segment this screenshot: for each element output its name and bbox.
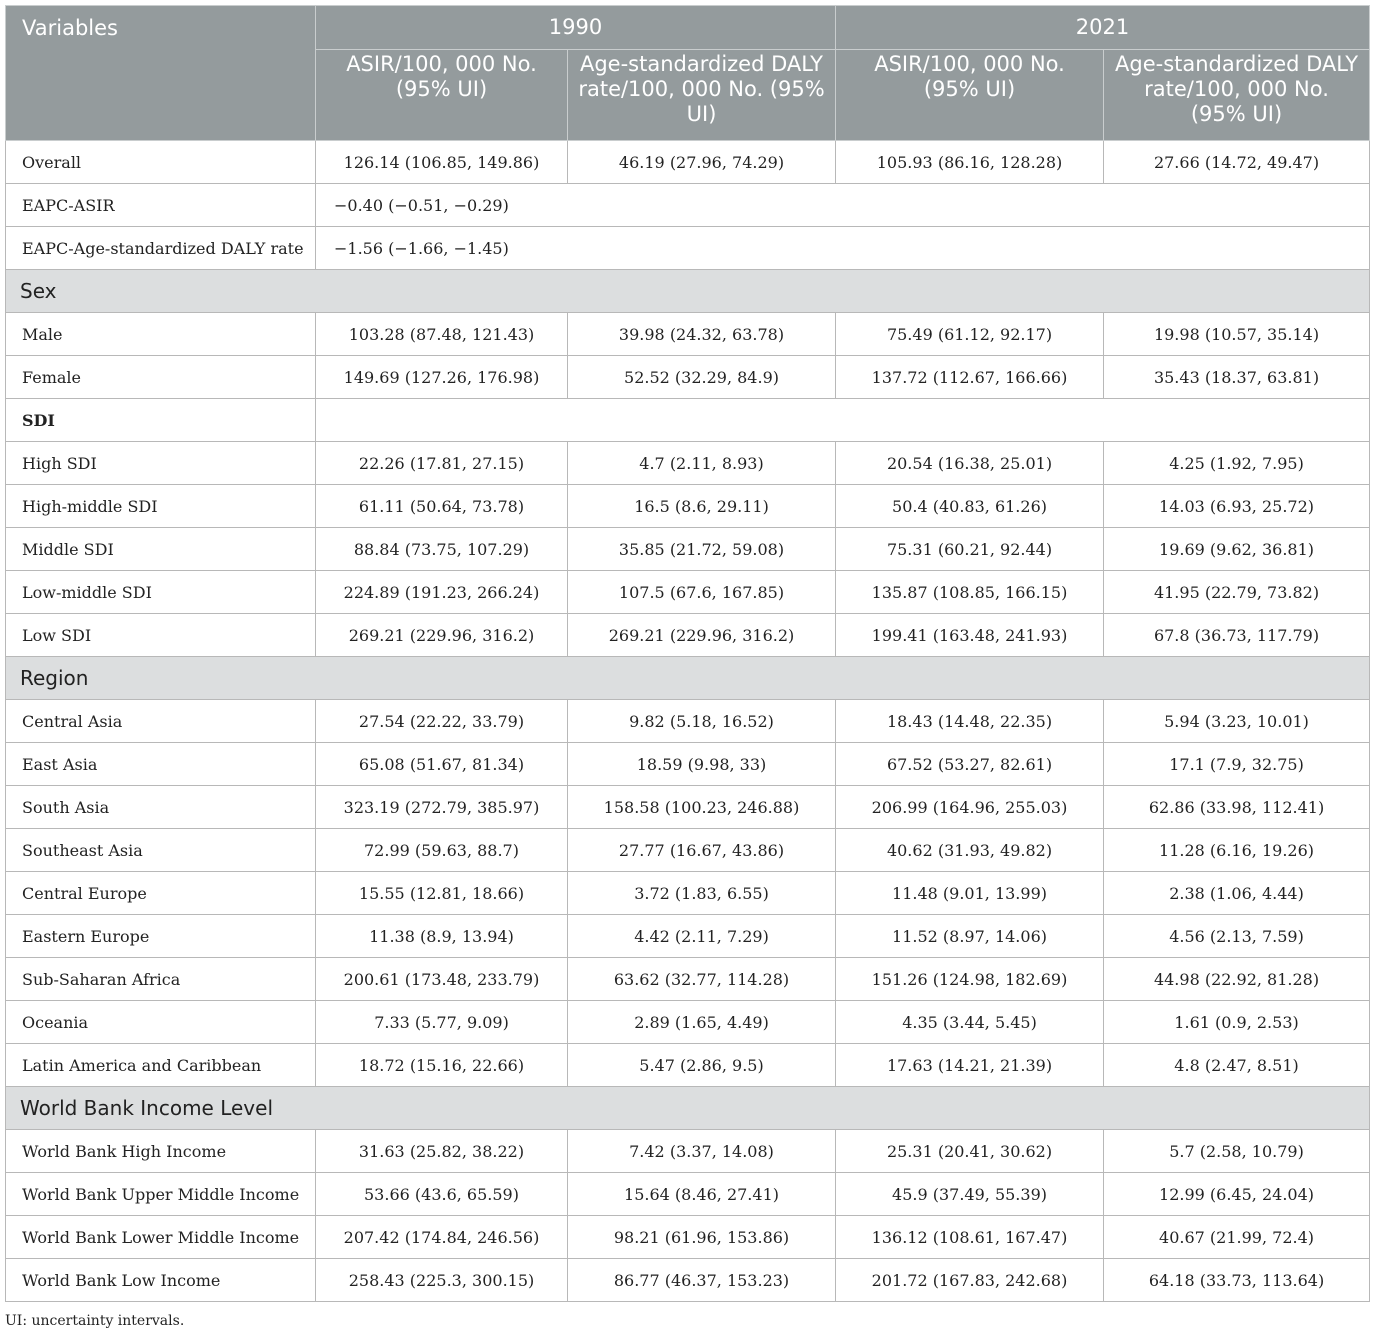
asir-1990-header: ASIR/100, 000 No. (95% UI) xyxy=(316,50,568,141)
table-cell: 19.69 (9.62, 36.81) xyxy=(1104,528,1370,571)
table-cell: 62.86 (33.98, 112.41) xyxy=(1104,786,1370,829)
year-2021-header: 2021 xyxy=(836,6,1370,50)
row-label: World Bank Lower Middle Income xyxy=(6,1216,316,1259)
table-cell: 63.62 (32.77, 114.28) xyxy=(568,958,836,1001)
table-cell: 11.48 (9.01, 13.99) xyxy=(836,872,1104,915)
table-cell: 14.03 (6.93, 25.72) xyxy=(1104,485,1370,528)
table-cell: 18.59 (9.98, 33) xyxy=(568,743,836,786)
row-label: EAPC-Age-standardized DALY rate xyxy=(6,227,316,270)
table-row xyxy=(6,829,1370,872)
table-cell: 137.72 (112.67, 166.66) xyxy=(836,356,1104,399)
table-cell: 64.18 (33.73, 113.64) xyxy=(1104,1259,1370,1302)
table-cell: 103.28 (87.48, 121.43) xyxy=(316,313,568,356)
table-cell: 27.66 (14.72, 49.47) xyxy=(1104,141,1370,184)
table-cell: 201.72 (167.83, 242.68) xyxy=(836,1259,1104,1302)
row-label: Latin America and Caribbean xyxy=(6,1044,316,1087)
row-label: Female xyxy=(6,356,316,399)
table-cell: 45.9 (37.49, 55.39) xyxy=(836,1173,1104,1216)
table-row xyxy=(6,571,1370,614)
table-cell: 5.7 (2.58, 10.79) xyxy=(1104,1130,1370,1173)
table-cell: 98.21 (61.96, 153.86) xyxy=(568,1216,836,1259)
row-label: Overall xyxy=(6,141,316,184)
table-cell: 75.49 (61.12, 92.17) xyxy=(836,313,1104,356)
empty-cell xyxy=(316,399,1370,442)
table-cell: 41.95 (22.79, 73.82) xyxy=(1104,571,1370,614)
table-cell: 25.31 (20.41, 30.62) xyxy=(836,1130,1104,1173)
table-cell: 39.98 (24.32, 63.78) xyxy=(568,313,836,356)
table-row xyxy=(6,1044,1370,1087)
section-header-sex xyxy=(6,270,1370,313)
table-cell: −0.40 (−0.51, −0.29) xyxy=(316,184,1370,227)
row-label: World Bank Low Income xyxy=(6,1259,316,1302)
table-cell: 224.89 (191.23, 266.24) xyxy=(316,571,568,614)
row-label: Male xyxy=(6,313,316,356)
row-label: EAPC-ASIR xyxy=(6,184,316,227)
table-row xyxy=(6,442,1370,485)
table-cell: 52.52 (32.29, 84.9) xyxy=(568,356,836,399)
table-cell: 11.52 (8.97, 14.06) xyxy=(836,915,1104,958)
table-cell: 7.33 (5.77, 9.09) xyxy=(316,1001,568,1044)
table-cell: 17.63 (14.21, 21.39) xyxy=(836,1044,1104,1087)
table-cell: 27.77 (16.67, 43.86) xyxy=(568,829,836,872)
table-cell: 258.43 (225.3, 300.15) xyxy=(316,1259,568,1302)
row-label: High-middle SDI xyxy=(6,485,316,528)
table-cell: 61.11 (50.64, 73.78) xyxy=(316,485,568,528)
table-header xyxy=(6,6,1370,141)
row-label: Eastern Europe xyxy=(6,915,316,958)
row-label: Southeast Asia xyxy=(6,829,316,872)
table-cell: 35.43 (18.37, 63.81) xyxy=(1104,356,1370,399)
table-row xyxy=(6,614,1370,657)
table-cell: 67.8 (36.73, 117.79) xyxy=(1104,614,1370,657)
table-cell: 67.52 (53.27, 82.61) xyxy=(836,743,1104,786)
table-cell: 88.84 (73.75, 107.29) xyxy=(316,528,568,571)
table-cell: 86.77 (46.37, 153.23) xyxy=(568,1259,836,1302)
table-cell: 16.5 (8.6, 29.11) xyxy=(568,485,836,528)
table-cell: 72.99 (59.63, 88.7) xyxy=(316,829,568,872)
table-cell: 53.66 (43.6, 65.59) xyxy=(316,1173,568,1216)
asir-2021-header: ASIR/100, 000 No. (95% UI) xyxy=(836,50,1104,141)
table-cell: 3.72 (1.83, 6.55) xyxy=(568,872,836,915)
table-cell: 7.42 (3.37, 14.08) xyxy=(568,1130,836,1173)
table-row xyxy=(6,958,1370,1001)
section-title: World Bank Income Level xyxy=(6,1087,1370,1130)
row-label: Oceania xyxy=(6,1001,316,1044)
table-cell: 5.47 (2.86, 9.5) xyxy=(568,1044,836,1087)
row-label: Central Asia xyxy=(6,700,316,743)
table-row xyxy=(6,915,1370,958)
table-cell: 4.25 (1.92, 7.95) xyxy=(1104,442,1370,485)
table-row xyxy=(6,1259,1370,1302)
table-cell: 50.4 (40.83, 61.26) xyxy=(836,485,1104,528)
table-cell: 207.42 (174.84, 246.56) xyxy=(316,1216,568,1259)
table-cell: 65.08 (51.67, 81.34) xyxy=(316,743,568,786)
table-row-overall xyxy=(6,141,1370,184)
table-cell: 15.64 (8.46, 27.41) xyxy=(568,1173,836,1216)
row-label: Low-middle SDI xyxy=(6,571,316,614)
footnote: UI: uncertainty intervals. xyxy=(5,1313,185,1329)
table-cell: 46.19 (27.96, 74.29) xyxy=(568,141,836,184)
table-cell: 200.61 (173.48, 233.79) xyxy=(316,958,568,1001)
table-cell: 199.41 (163.48, 241.93) xyxy=(836,614,1104,657)
daly-2021-header: Age-standardized DALY rate/100, 000 No. (95% UI) xyxy=(1104,50,1370,141)
table-row-eapc-daly xyxy=(6,227,1370,270)
table-cell: 135.87 (108.85, 166.15) xyxy=(836,571,1104,614)
table-row xyxy=(6,485,1370,528)
table-row xyxy=(6,1001,1370,1044)
table-cell: 2.38 (1.06, 4.44) xyxy=(1104,872,1370,915)
section-title: SDI xyxy=(6,399,316,442)
table-cell: 4.8 (2.47, 8.51) xyxy=(1104,1044,1370,1087)
table-cell: 105.93 (86.16, 128.28) xyxy=(836,141,1104,184)
table-cell: 40.62 (31.93, 49.82) xyxy=(836,829,1104,872)
table-cell: 136.12 (108.61, 167.47) xyxy=(836,1216,1104,1259)
table-cell: 206.99 (164.96, 255.03) xyxy=(836,786,1104,829)
table-cell: 11.38 (8.9, 13.94) xyxy=(316,915,568,958)
section-header-sdi xyxy=(6,399,1370,442)
table-cell: 126.14 (106.85, 149.86) xyxy=(316,141,568,184)
table-cell: 44.98 (22.92, 81.28) xyxy=(1104,958,1370,1001)
row-label: Middle SDI xyxy=(6,528,316,571)
year-1990-header: 1990 xyxy=(316,6,836,50)
table-cell: −1.56 (−1.66, −1.45) xyxy=(316,227,1370,270)
table-cell: 18.72 (15.16, 22.66) xyxy=(316,1044,568,1087)
table-cell: 149.69 (127.26, 176.98) xyxy=(316,356,568,399)
table-cell: 158.58 (100.23, 246.88) xyxy=(568,786,836,829)
daly-1990-header: Age-standardized DALY rate/100, 000 No. (95% UI) xyxy=(568,50,836,141)
table-row xyxy=(6,743,1370,786)
table-cell: 11.28 (6.16, 19.26) xyxy=(1104,829,1370,872)
row-label: South Asia xyxy=(6,786,316,829)
table-row xyxy=(6,872,1370,915)
table-cell: 19.98 (10.57, 35.14) xyxy=(1104,313,1370,356)
row-label: World Bank High Income xyxy=(6,1130,316,1173)
table-cell: 1.61 (0.9, 2.53) xyxy=(1104,1001,1370,1044)
table-cell: 323.19 (272.79, 385.97) xyxy=(316,786,568,829)
table-row xyxy=(6,700,1370,743)
table-cell: 4.35 (3.44, 5.45) xyxy=(836,1001,1104,1044)
table-cell: 18.43 (14.48, 22.35) xyxy=(836,700,1104,743)
table-cell: 15.55 (12.81, 18.66) xyxy=(316,872,568,915)
table-row xyxy=(6,786,1370,829)
table-cell: 269.21 (229.96, 316.2) xyxy=(568,614,836,657)
row-label: Low SDI xyxy=(6,614,316,657)
row-label: World Bank Upper Middle Income xyxy=(6,1173,316,1216)
table-row-eapc-asir xyxy=(6,184,1370,227)
row-label: Sub-Saharan Africa xyxy=(6,958,316,1001)
table-cell: 107.5 (67.6, 167.85) xyxy=(568,571,836,614)
table-row xyxy=(6,313,1370,356)
table-cell: 27.54 (22.22, 33.79) xyxy=(316,700,568,743)
table-cell: 40.67 (21.99, 72.4) xyxy=(1104,1216,1370,1259)
row-label: Central Europe xyxy=(6,872,316,915)
section-header-income xyxy=(6,1087,1370,1130)
table-cell: 9.82 (5.18, 16.52) xyxy=(568,700,836,743)
table-cell: 151.26 (124.98, 182.69) xyxy=(836,958,1104,1001)
table-cell: 269.21 (229.96, 316.2) xyxy=(316,614,568,657)
table-row xyxy=(6,356,1370,399)
table-cell: 17.1 (7.9, 32.75) xyxy=(1104,743,1370,786)
table-cell: 20.54 (16.38, 25.01) xyxy=(836,442,1104,485)
table-cell: 4.7 (2.11, 8.93) xyxy=(568,442,836,485)
table-row xyxy=(6,1173,1370,1216)
table-cell: 12.99 (6.45, 24.04) xyxy=(1104,1173,1370,1216)
table-cell: 4.56 (2.13, 7.59) xyxy=(1104,915,1370,958)
table-cell: 2.89 (1.65, 4.49) xyxy=(568,1001,836,1044)
table-cell: 35.85 (21.72, 59.08) xyxy=(568,528,836,571)
data-table xyxy=(5,5,1370,1302)
table-cell: 5.94 (3.23, 10.01) xyxy=(1104,700,1370,743)
table-cell: 4.42 (2.11, 7.29) xyxy=(568,915,836,958)
section-title: Region xyxy=(6,657,1370,700)
table-row xyxy=(6,1216,1370,1259)
table-row xyxy=(6,1130,1370,1173)
row-label: East Asia xyxy=(6,743,316,786)
section-header-region xyxy=(6,657,1370,700)
table-row xyxy=(6,528,1370,571)
variables-header: Variables xyxy=(6,6,316,141)
table-cell: 31.63 (25.82, 38.22) xyxy=(316,1130,568,1173)
section-title: Sex xyxy=(6,270,1370,313)
table-cell: 75.31 (60.21, 92.44) xyxy=(836,528,1104,571)
table-cell: 22.26 (17.81, 27.15) xyxy=(316,442,568,485)
row-label: High SDI xyxy=(6,442,316,485)
